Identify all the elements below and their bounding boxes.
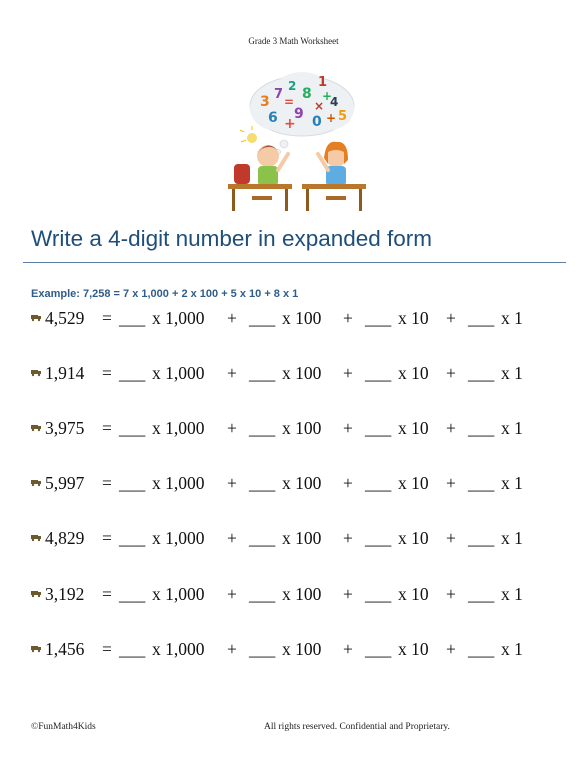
svg-text:+: + <box>284 116 296 132</box>
answer-blank: ___ <box>119 308 146 328</box>
answer-blank: ___ <box>365 418 392 438</box>
answer-blank: ___ <box>468 639 495 659</box>
place-value-thousands: x 1,000 <box>152 584 205 604</box>
answer-blank: ___ <box>365 473 392 493</box>
place-value-tens: x 10 <box>398 308 429 328</box>
place-value-ones: x 1 <box>501 418 523 438</box>
equals-sign: = <box>102 639 112 659</box>
answer-blank: ___ <box>119 639 146 659</box>
problem-row <box>31 638 571 660</box>
place-value-tens: x 10 <box>398 528 429 548</box>
answer-blank: ___ <box>365 639 392 659</box>
truck-bullet-icon <box>31 313 43 322</box>
plus-sign: + <box>446 584 456 604</box>
equals-sign: = <box>102 584 112 604</box>
answer-blank: ___ <box>365 363 392 383</box>
svg-text:0: 0 <box>312 114 322 130</box>
place-value-hundreds: x 100 <box>282 639 322 659</box>
equals-sign: = <box>102 528 112 548</box>
page-header-title: Grade 3 Math Worksheet <box>248 36 339 46</box>
problem-number: 1,456 <box>45 639 85 659</box>
problem-number: 1,914 <box>45 363 85 383</box>
truck-bullet-icon <box>31 423 43 432</box>
plus-sign: + <box>446 363 456 383</box>
answer-blank: ___ <box>468 584 495 604</box>
svg-text:9: 9 <box>294 106 304 122</box>
place-value-ones: x 1 <box>501 308 523 328</box>
place-value-tens: x 10 <box>398 639 429 659</box>
plus-sign: + <box>343 639 353 659</box>
plus-sign: + <box>446 639 456 659</box>
answer-blank: ___ <box>249 308 276 328</box>
answer-blank: ___ <box>119 418 146 438</box>
truck-bullet-icon <box>31 589 43 598</box>
place-value-thousands: x 1,000 <box>152 308 205 328</box>
footer-rights: All rights reserved. Confidential and Proprietary. <box>264 722 450 732</box>
plus-sign: + <box>343 363 353 383</box>
answer-blank: ___ <box>119 584 146 604</box>
answer-blank: ___ <box>468 363 495 383</box>
problem-row <box>31 417 571 439</box>
place-value-tens: x 10 <box>398 473 429 493</box>
place-value-ones: x 1 <box>501 528 523 548</box>
plus-sign: + <box>343 418 353 438</box>
svg-text:+: + <box>326 111 337 125</box>
place-value-thousands: x 1,000 <box>152 418 205 438</box>
equals-sign: = <box>102 363 112 383</box>
answer-blank: ___ <box>365 528 392 548</box>
answer-blank: ___ <box>468 308 495 328</box>
answer-blank: ___ <box>249 528 276 548</box>
problem-number: 4,829 <box>45 528 85 548</box>
plus-sign: + <box>343 308 353 328</box>
answer-blank: ___ <box>468 473 495 493</box>
place-value-ones: x 1 <box>501 473 523 493</box>
answer-blank: ___ <box>249 418 276 438</box>
plus-sign: + <box>343 584 353 604</box>
answer-blank: ___ <box>249 473 276 493</box>
answer-blank: ___ <box>249 639 276 659</box>
place-value-hundreds: x 100 <box>282 473 322 493</box>
truck-bullet-icon <box>31 368 43 377</box>
svg-text:+: + <box>322 89 333 103</box>
plus-sign: + <box>227 418 237 438</box>
plus-sign: + <box>446 308 456 328</box>
truck-bullet-icon <box>31 533 43 542</box>
place-value-thousands: x 1,000 <box>152 363 205 383</box>
truck-bullet-icon <box>31 644 43 653</box>
example-line: Example: 7,258 = 7 x 1,000 + 2 x 100 + 5 x 10 + 8 x 1 <box>31 288 299 300</box>
answer-blank: ___ <box>249 584 276 604</box>
place-value-ones: x 1 <box>501 584 523 604</box>
truck-bullet-icon <box>31 478 43 487</box>
plus-sign: + <box>446 528 456 548</box>
place-value-tens: x 10 <box>398 584 429 604</box>
plus-sign: + <box>227 584 237 604</box>
answer-blank: ___ <box>119 473 146 493</box>
plus-sign: + <box>227 528 237 548</box>
plus-sign: + <box>227 473 237 493</box>
equals-sign: = <box>102 308 112 328</box>
svg-text:=: = <box>284 95 295 109</box>
problem-number: 3,192 <box>45 584 85 604</box>
plus-sign: + <box>343 473 353 493</box>
plus-sign: + <box>446 473 456 493</box>
problem-row <box>31 527 571 549</box>
answer-blank: ___ <box>365 308 392 328</box>
problem-row <box>31 583 571 605</box>
svg-text:1: 1 <box>318 75 328 90</box>
plus-sign: + <box>227 363 237 383</box>
plus-sign: + <box>227 639 237 659</box>
place-value-hundreds: x 100 <box>282 363 322 383</box>
plus-sign: + <box>227 308 237 328</box>
svg-text:3: 3 <box>260 94 270 110</box>
problem-row <box>31 472 571 494</box>
answer-blank: ___ <box>249 363 276 383</box>
footer-copyright: ©FunMath4Kids <box>31 722 96 732</box>
answer-blank: ___ <box>468 418 495 438</box>
problem-row <box>31 307 571 329</box>
place-value-thousands: x 1,000 <box>152 473 205 493</box>
place-value-thousands: x 1,000 <box>152 639 205 659</box>
equals-sign: = <box>102 473 112 493</box>
plus-sign: + <box>343 528 353 548</box>
svg-text:×: × <box>314 99 325 113</box>
place-value-hundreds: x 100 <box>282 528 322 548</box>
answer-blank: ___ <box>365 584 392 604</box>
svg-text:8: 8 <box>302 86 312 102</box>
plus-sign: + <box>446 418 456 438</box>
place-value-ones: x 1 <box>501 363 523 383</box>
place-value-hundreds: x 100 <box>282 308 322 328</box>
problem-number: 5,997 <box>45 473 85 493</box>
answer-blank: ___ <box>468 528 495 548</box>
equals-sign: = <box>102 418 112 438</box>
place-value-hundreds: x 100 <box>282 418 322 438</box>
worksheet-title: Write a 4-digit number in expanded form <box>31 226 433 251</box>
answer-blank: ___ <box>119 363 146 383</box>
svg-text:4: 4 <box>330 95 339 109</box>
problem-row <box>31 362 571 384</box>
svg-text:2: 2 <box>288 79 297 93</box>
place-value-thousands: x 1,000 <box>152 528 205 548</box>
place-value-tens: x 10 <box>398 418 429 438</box>
svg-text:5: 5 <box>338 109 348 124</box>
problem-number: 4,529 <box>45 308 85 328</box>
place-value-ones: x 1 <box>501 639 523 659</box>
place-value-hundreds: x 100 <box>282 584 322 604</box>
svg-text:6: 6 <box>268 110 278 126</box>
svg-text:7: 7 <box>274 87 284 102</box>
problem-number: 3,975 <box>45 418 85 438</box>
place-value-tens: x 10 <box>398 363 429 383</box>
answer-blank: ___ <box>119 528 146 548</box>
